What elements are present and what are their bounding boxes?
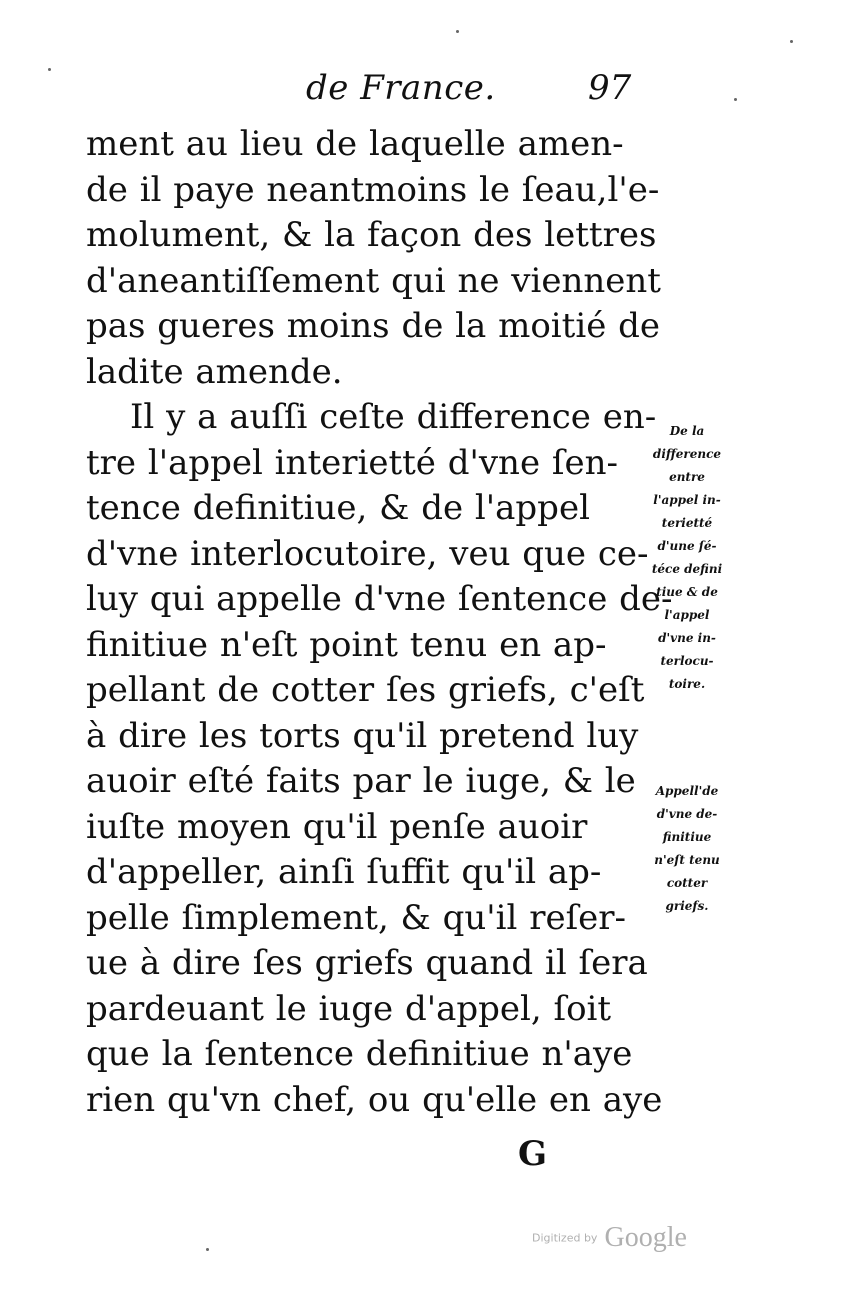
- text-line: rien qu'vn chef, ou qu'elle en aye: [86, 1079, 663, 1120]
- text-line: pelle ſimplement, & qu'il reſer-: [86, 897, 627, 938]
- text-line: iuſte moyen qu'il penſe auoir: [86, 806, 588, 847]
- text-line: d'aneantiſſement qui ne viennent: [86, 260, 661, 301]
- margin-note-line: n'eſt tenu: [654, 853, 720, 867]
- text-line: luy qui appelle d'vne ſentence de-: [86, 579, 673, 619]
- margin-note-line: terietté: [661, 516, 713, 530]
- watermark-brand: Google: [604, 1222, 687, 1253]
- margin-note-line: terlocu-: [660, 654, 714, 668]
- text-line: tre l'appel interietté d'vne ſen-: [86, 442, 618, 483]
- text-line: pas gueres moins de la moitié de: [86, 306, 661, 346]
- text-line: d'appeller, ainſi ſuffit qu'il ap-: [86, 852, 602, 892]
- margin-note-line: tiue & de: [656, 585, 718, 599]
- margin-note-line: finitiue: [662, 830, 712, 844]
- margin-note-difference: [632, 420, 742, 696]
- margin-note-line: cotter: [666, 876, 708, 890]
- text-line: ment au lieu de laquelle amen-: [86, 124, 624, 164]
- digitized-watermark: [532, 1222, 687, 1254]
- paper-speck: [734, 98, 737, 101]
- margin-note-line: téce defini: [651, 562, 723, 576]
- paragraph-start-line: Il y a auſſi ceſte difference en-: [130, 397, 657, 437]
- margin-note-line: Appell'de: [655, 784, 719, 798]
- margin-note-line: De la: [669, 424, 705, 438]
- text-line: auoir eſté faits par le iuge, & le: [86, 761, 636, 801]
- main-text-block: [86, 122, 673, 1123]
- watermark-prefix: Digitized by: [532, 1231, 598, 1245]
- margin-note-line: l'appel in-: [653, 493, 721, 507]
- margin-note-line: d'vne in-: [658, 631, 716, 645]
- margin-note-line: difference: [652, 447, 722, 461]
- margin-note-line: d'une ſé-: [657, 539, 717, 553]
- text-line: tence definitiue, & de l'appel: [86, 488, 590, 528]
- margin-note-line: entre: [669, 470, 705, 484]
- text-line: finitiue n'eſt point tenu en ap-: [86, 624, 607, 665]
- margin-note-line: l'appel: [664, 608, 710, 622]
- text-line: d'vne interlocutoire, veu que ce-: [86, 533, 649, 574]
- paper-speck: [206, 1248, 209, 1251]
- text-line: pardeuant le iuge d'appel, ſoit: [86, 988, 612, 1029]
- text-line: ladite amende.: [86, 351, 343, 392]
- text-line: que la ſentence definitiue n'aye: [86, 1034, 633, 1074]
- paper-speck: [48, 68, 51, 71]
- margin-note-appeal: [632, 780, 742, 918]
- margin-note-line: toire.: [668, 677, 706, 691]
- text-line: à dire les torts qu'il pretend luy: [86, 715, 639, 756]
- text-line: molument, & la façon des lettres: [86, 215, 657, 255]
- margin-note-line: griefs.: [665, 899, 709, 913]
- paper-speck: [456, 30, 459, 33]
- running-title: de France.: [306, 68, 496, 108]
- page-number: 97: [588, 68, 632, 108]
- text-line: pellant de cotter ſes griefs, c'eſt: [86, 670, 645, 710]
- paper-speck: [790, 40, 793, 43]
- text-line: ue à dire ſes griefs quand il ſera: [86, 943, 648, 983]
- margin-note-line: d'vne de-: [656, 807, 718, 821]
- text-line: de il paye neantmoins le ſeau,l'e-: [86, 169, 660, 210]
- signature-mark: G: [518, 1134, 548, 1174]
